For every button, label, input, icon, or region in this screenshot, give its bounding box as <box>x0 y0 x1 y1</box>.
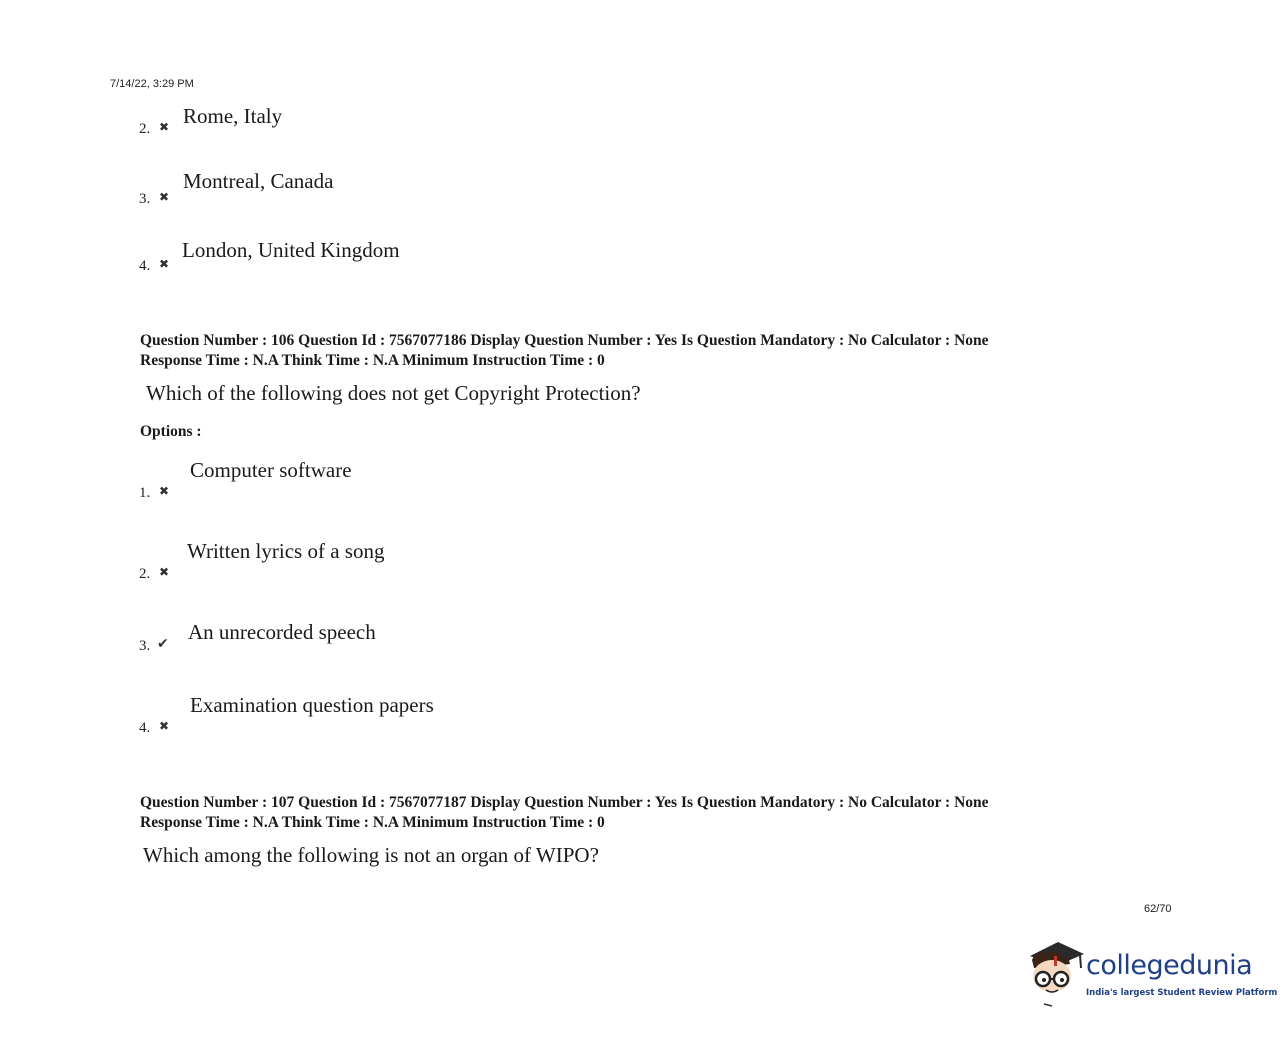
question-meta-line2: Response Time : N.A Think Time : N.A Minimum Instruction Time : 0 <box>140 814 605 831</box>
question-text: Which among the following is not an organ of WIPO? <box>143 843 599 867</box>
question-meta-line1: Question Number : 107 Question Id : 7567077187 Display Question Number : Yes Is Question Mandatory : No Calculator : None <box>140 794 989 811</box>
option-number: 2. <box>139 566 151 582</box>
cross-icon: ✖ <box>159 257 170 271</box>
question-meta-line2: Response Time : N.A Think Time : N.A Minimum Instruction Time : 0 <box>140 352 605 369</box>
brand-name: collegedunia <box>1086 950 1253 981</box>
cross-icon: ✖ <box>159 120 170 134</box>
option-text: Rome, Italy <box>183 104 283 128</box>
option-text: An unrecorded speech <box>188 620 376 644</box>
cross-icon: ✖ <box>159 565 170 579</box>
collegedunia-logo <box>1024 938 1278 1008</box>
option-number: 3. <box>139 191 151 207</box>
page-number: 62/70 <box>1144 903 1172 915</box>
options-label: Options : <box>140 423 202 440</box>
cross-icon: ✖ <box>159 719 170 733</box>
brand-tagline: India's largest Student Review Platform <box>1086 988 1278 998</box>
option-number: 2. <box>139 121 151 137</box>
question-text: Which of the following does not get Copyright Protection? <box>146 381 641 405</box>
option-text: London, United Kingdom <box>182 238 400 262</box>
question-meta-line1: Question Number : 106 Question Id : 7567077186 Display Question Number : Yes Is Question Mandatory : No Calculator : None <box>140 332 989 349</box>
option-number: 1. <box>139 485 151 501</box>
option-text: Written lyrics of a song <box>187 539 385 563</box>
option-number: 4. <box>139 720 151 736</box>
option-number: 3. <box>139 638 151 654</box>
option-text: Examination question papers <box>190 693 434 717</box>
option-text: Computer software <box>190 458 352 482</box>
mascot-icon <box>1024 938 1086 1008</box>
option-text: Montreal, Canada <box>183 169 334 193</box>
cross-icon: ✖ <box>159 484 170 498</box>
print-timestamp: 7/14/22, 3:29 PM <box>110 78 194 90</box>
option-number: 4. <box>139 258 151 274</box>
cross-icon: ✖ <box>159 190 170 204</box>
check-icon: ✔ <box>157 636 169 652</box>
